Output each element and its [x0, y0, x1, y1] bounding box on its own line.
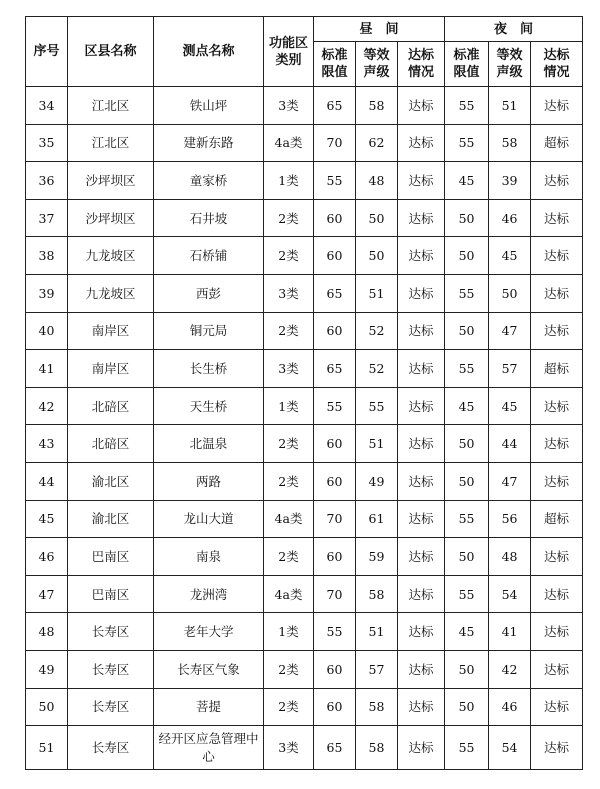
cell-day-leq: 59 [356, 538, 398, 576]
cell-night-status: 达标 [531, 162, 583, 200]
header-zone: 功能区 类别 [264, 17, 314, 87]
cell-zone: 4a类 [264, 500, 314, 538]
cell-day-status: 达标 [398, 613, 445, 651]
cell-day-status: 达标 [398, 274, 445, 312]
header-seq: 序号 [26, 17, 68, 87]
cell-seq: 50 [26, 688, 68, 726]
cell-day-limit: 70 [314, 124, 356, 162]
cell-night-leq: 44 [489, 425, 531, 463]
cell-day-leq: 51 [356, 613, 398, 651]
table-row [26, 237, 583, 275]
table-row [26, 425, 583, 463]
table-body [26, 87, 583, 770]
cell-day-status: 达标 [398, 199, 445, 237]
cell-site: 长寿区气象 [154, 650, 264, 688]
cell-night-status: 达标 [531, 575, 583, 613]
cell-seq: 37 [26, 199, 68, 237]
cell-site: 天生桥 [154, 387, 264, 425]
cell-day-status: 达标 [398, 462, 445, 500]
cell-day-leq: 51 [356, 274, 398, 312]
cell-day-limit: 65 [314, 274, 356, 312]
cell-zone: 2类 [264, 650, 314, 688]
table-row [26, 350, 583, 388]
cell-night-leq: 57 [489, 350, 531, 388]
header-day-status: 达标 情况 [398, 42, 445, 87]
cell-day-status: 达标 [398, 237, 445, 275]
cell-night-limit: 55 [445, 500, 489, 538]
cell-day-leq: 52 [356, 350, 398, 388]
cell-site: 两路 [154, 462, 264, 500]
cell-district: 南岸区 [68, 312, 154, 350]
header-night: 夜 间 [445, 17, 583, 42]
table-row [26, 87, 583, 125]
header-night-leq: 等效 声级 [489, 42, 531, 87]
noise-monitoring-table [25, 16, 583, 770]
table-row [26, 124, 583, 162]
cell-night-leq: 45 [489, 237, 531, 275]
cell-day-status: 达标 [398, 500, 445, 538]
cell-night-status: 超标 [531, 124, 583, 162]
header-site: 测点名称 [154, 17, 264, 87]
cell-district: 南岸区 [68, 350, 154, 388]
cell-day-leq: 48 [356, 162, 398, 200]
table-row [26, 575, 583, 613]
cell-zone: 2类 [264, 538, 314, 576]
cell-night-limit: 55 [445, 726, 489, 770]
cell-district: 九龙坡区 [68, 274, 154, 312]
cell-zone: 2类 [264, 462, 314, 500]
cell-day-limit: 60 [314, 425, 356, 463]
cell-day-leq: 49 [356, 462, 398, 500]
table-row [26, 162, 583, 200]
cell-seq: 48 [26, 613, 68, 651]
cell-night-status: 超标 [531, 350, 583, 388]
cell-night-limit: 55 [445, 350, 489, 388]
header-day: 昼 间 [314, 17, 445, 42]
cell-night-leq: 58 [489, 124, 531, 162]
cell-seq: 38 [26, 237, 68, 275]
cell-seq: 36 [26, 162, 68, 200]
cell-day-status: 达标 [398, 650, 445, 688]
cell-seq: 41 [26, 350, 68, 388]
cell-district: 长寿区 [68, 688, 154, 726]
cell-day-limit: 60 [314, 650, 356, 688]
cell-seq: 45 [26, 500, 68, 538]
cell-night-leq: 39 [489, 162, 531, 200]
cell-night-status: 达标 [531, 726, 583, 770]
cell-site: 西彭 [154, 274, 264, 312]
table-row [26, 387, 583, 425]
header-night-status: 达标 情况 [531, 42, 583, 87]
cell-day-status: 达标 [398, 538, 445, 576]
cell-district: 长寿区 [68, 613, 154, 651]
cell-day-limit: 55 [314, 613, 356, 651]
cell-day-leq: 55 [356, 387, 398, 425]
cell-day-limit: 65 [314, 350, 356, 388]
cell-night-limit: 50 [445, 199, 489, 237]
cell-night-leq: 48 [489, 538, 531, 576]
cell-seq: 39 [26, 274, 68, 312]
cell-night-limit: 50 [445, 237, 489, 275]
header-row-top [26, 17, 583, 42]
cell-night-status: 达标 [531, 425, 583, 463]
cell-district: 长寿区 [68, 726, 154, 770]
cell-zone: 2类 [264, 312, 314, 350]
header-day-leq: 等效 声级 [356, 42, 398, 87]
cell-zone: 2类 [264, 237, 314, 275]
cell-site: 北温泉 [154, 425, 264, 463]
cell-day-limit: 65 [314, 726, 356, 770]
cell-night-status: 达标 [531, 538, 583, 576]
cell-day-status: 达标 [398, 87, 445, 125]
cell-site: 南泉 [154, 538, 264, 576]
cell-district: 北碚区 [68, 425, 154, 463]
cell-zone: 3类 [264, 87, 314, 125]
cell-site: 童家桥 [154, 162, 264, 200]
cell-zone: 2类 [264, 688, 314, 726]
table-row [26, 462, 583, 500]
cell-site: 铜元局 [154, 312, 264, 350]
cell-night-status: 达标 [531, 274, 583, 312]
cell-night-leq: 45 [489, 387, 531, 425]
cell-night-limit: 55 [445, 124, 489, 162]
cell-site: 建新东路 [154, 124, 264, 162]
cell-day-leq: 57 [356, 650, 398, 688]
cell-day-limit: 70 [314, 500, 356, 538]
table-header [26, 17, 583, 87]
cell-district: 北碚区 [68, 387, 154, 425]
cell-night-status: 超标 [531, 500, 583, 538]
cell-night-status: 达标 [531, 312, 583, 350]
cell-night-leq: 42 [489, 650, 531, 688]
cell-site: 老年大学 [154, 613, 264, 651]
cell-zone: 3类 [264, 274, 314, 312]
cell-seq: 49 [26, 650, 68, 688]
cell-day-limit: 65 [314, 87, 356, 125]
cell-day-status: 达标 [398, 312, 445, 350]
cell-day-status: 达标 [398, 425, 445, 463]
cell-night-leq: 46 [489, 199, 531, 237]
cell-night-limit: 50 [445, 538, 489, 576]
cell-seq: 42 [26, 387, 68, 425]
table-row [26, 538, 583, 576]
cell-day-limit: 70 [314, 575, 356, 613]
cell-night-limit: 55 [445, 274, 489, 312]
cell-day-limit: 60 [314, 538, 356, 576]
cell-night-leq: 47 [489, 312, 531, 350]
cell-district: 江北区 [68, 124, 154, 162]
cell-day-leq: 58 [356, 688, 398, 726]
cell-district: 沙坪坝区 [68, 199, 154, 237]
cell-day-status: 达标 [398, 688, 445, 726]
header-night-limit: 标准 限值 [445, 42, 489, 87]
cell-night-limit: 45 [445, 387, 489, 425]
cell-seq: 34 [26, 87, 68, 125]
cell-day-leq: 61 [356, 500, 398, 538]
cell-seq: 44 [26, 462, 68, 500]
cell-night-leq: 51 [489, 87, 531, 125]
cell-night-leq: 50 [489, 274, 531, 312]
cell-district: 巴南区 [68, 575, 154, 613]
cell-night-status: 达标 [531, 650, 583, 688]
cell-night-leq: 47 [489, 462, 531, 500]
cell-seq: 51 [26, 726, 68, 770]
cell-day-leq: 58 [356, 726, 398, 770]
cell-zone: 3类 [264, 350, 314, 388]
cell-zone: 1类 [264, 387, 314, 425]
cell-seq: 43 [26, 425, 68, 463]
cell-night-limit: 50 [445, 688, 489, 726]
cell-zone: 4a类 [264, 124, 314, 162]
cell-night-leq: 56 [489, 500, 531, 538]
cell-zone: 2类 [264, 425, 314, 463]
cell-day-status: 达标 [398, 387, 445, 425]
cell-district: 长寿区 [68, 650, 154, 688]
table-row [26, 274, 583, 312]
cell-night-status: 达标 [531, 237, 583, 275]
header-district: 区县名称 [68, 17, 154, 87]
cell-zone: 1类 [264, 613, 314, 651]
cell-night-limit: 50 [445, 425, 489, 463]
cell-zone: 4a类 [264, 575, 314, 613]
cell-day-leq: 58 [356, 575, 398, 613]
cell-night-status: 达标 [531, 199, 583, 237]
cell-district: 九龙坡区 [68, 237, 154, 275]
cell-day-status: 达标 [398, 575, 445, 613]
cell-day-leq: 62 [356, 124, 398, 162]
cell-night-leq: 46 [489, 688, 531, 726]
cell-site: 石桥铺 [154, 237, 264, 275]
cell-night-status: 达标 [531, 87, 583, 125]
cell-day-limit: 60 [314, 237, 356, 275]
table-row [26, 199, 583, 237]
cell-night-status: 达标 [531, 462, 583, 500]
cell-day-limit: 60 [314, 688, 356, 726]
cell-site: 菩提 [154, 688, 264, 726]
table-row [26, 650, 583, 688]
cell-night-leq: 41 [489, 613, 531, 651]
cell-night-limit: 50 [445, 650, 489, 688]
cell-night-status: 达标 [531, 387, 583, 425]
cell-site: 石井坡 [154, 199, 264, 237]
cell-night-status: 达标 [531, 688, 583, 726]
cell-night-limit: 55 [445, 575, 489, 613]
cell-site: 长生桥 [154, 350, 264, 388]
cell-night-limit: 45 [445, 613, 489, 651]
cell-site: 铁山坪 [154, 87, 264, 125]
cell-night-status: 达标 [531, 613, 583, 651]
cell-day-status: 达标 [398, 124, 445, 162]
cell-day-leq: 58 [356, 87, 398, 125]
cell-day-leq: 50 [356, 237, 398, 275]
cell-zone: 3类 [264, 726, 314, 770]
cell-zone: 2类 [264, 199, 314, 237]
cell-day-limit: 55 [314, 162, 356, 200]
cell-site: 经开区应急管理中心 [154, 726, 264, 770]
cell-district: 渝北区 [68, 462, 154, 500]
cell-day-leq: 51 [356, 425, 398, 463]
table-row [26, 688, 583, 726]
cell-night-limit: 50 [445, 462, 489, 500]
cell-district: 渝北区 [68, 500, 154, 538]
cell-day-limit: 60 [314, 462, 356, 500]
cell-seq: 35 [26, 124, 68, 162]
cell-day-leq: 52 [356, 312, 398, 350]
cell-district: 江北区 [68, 87, 154, 125]
cell-zone: 1类 [264, 162, 314, 200]
cell-district: 巴南区 [68, 538, 154, 576]
cell-night-leq: 54 [489, 575, 531, 613]
table-row [26, 500, 583, 538]
cell-seq: 40 [26, 312, 68, 350]
header-day-limit: 标准 限值 [314, 42, 356, 87]
cell-night-limit: 55 [445, 87, 489, 125]
cell-night-limit: 45 [445, 162, 489, 200]
cell-day-status: 达标 [398, 162, 445, 200]
cell-night-leq: 54 [489, 726, 531, 770]
cell-day-limit: 55 [314, 387, 356, 425]
cell-day-limit: 60 [314, 199, 356, 237]
cell-night-limit: 50 [445, 312, 489, 350]
cell-day-limit: 60 [314, 312, 356, 350]
cell-site: 龙山大道 [154, 500, 264, 538]
table-row [26, 613, 583, 651]
cell-district: 沙坪坝区 [68, 162, 154, 200]
cell-seq: 47 [26, 575, 68, 613]
cell-day-leq: 50 [356, 199, 398, 237]
cell-day-status: 达标 [398, 350, 445, 388]
table-row [26, 312, 583, 350]
cell-site: 龙洲湾 [154, 575, 264, 613]
table-row [26, 726, 583, 770]
cell-seq: 46 [26, 538, 68, 576]
cell-day-status: 达标 [398, 726, 445, 770]
